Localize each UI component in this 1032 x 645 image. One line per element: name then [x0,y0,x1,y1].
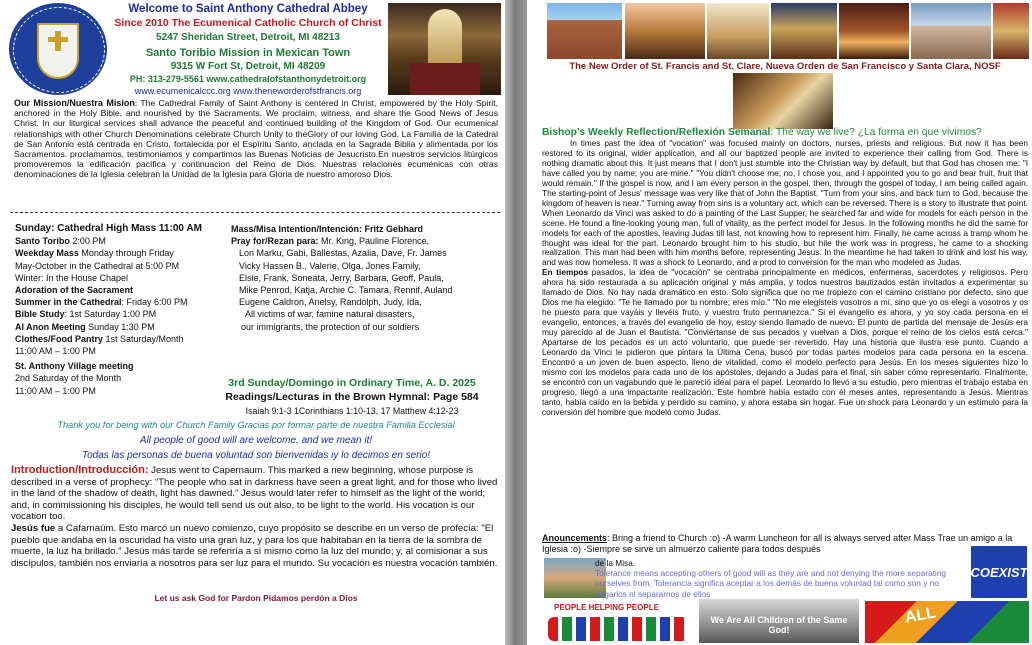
mission-name: Santo Toribio Mission in Mexican Town [145,47,351,59]
pray-names-line: Lon Marku, Gabi, Ballestas, Azalia, Dave, Fr. James [239,248,447,259]
pray-names-line: Mike Penrod, Katja, Archie C. Tamara, Rennif, Auland [239,285,453,296]
mission-statement [14,98,498,180]
coexist-logo: COEXIST [971,546,1027,598]
church-exterior-photo [547,3,622,59]
cathedral-address: 5247 Sheridan Street, Detroit, MI 48213 [156,32,340,43]
left-bulletin-page [0,0,505,645]
introduction-es-label: Jesús fue [11,522,56,534]
introduction-english: Jesus went to Capernaum. This marked a new beginning, whose purpose is described in a verse of prophecy: “The people who sat in darkness have seen a great light, and for those who lived in the land of the shadow of death, light has dawned.” Jesus would later refer to himself as the light of the world; and, in commissioning his disciples, he would tell send us out also, to be light to the world. His vocation is our vocation too. [11,465,498,523]
bishop-reflection-heading: Bishop’s Weekly Reflection/Reflexión Semanal: The way we live? ¿La forma en que vivimos? [542,127,982,138]
announcements [542,533,1028,555]
pray-names-line: Eugene Caldron, Anelsy, Randolph, Judy, Ida, [239,297,422,308]
cathedral-interior-photo [388,3,501,95]
children-of-god-banner [699,599,859,643]
congregation-photo [911,3,991,59]
pray-names-line: All victims of war, famine natural disasters, [245,309,415,320]
toribio-mass: Santo Toribo 2:00 PM [15,236,106,247]
thank-you-line: Thank you for being with our Church Family Gracias por formar parte de nuestra Familia Ecclesial [57,420,455,430]
summer-adoration: Summer in the Cathedral: Friday 6:00 PM [15,297,188,308]
mission-label: Our Mission/Nuestra Mision [14,98,135,108]
reflection-english: In times past the idea of "vocation" was focused mainly on doctors, nurses, priests and religious. But now it has been restored to its original, wider application, and all our baptized people are invited to experience their calling from God. There is nothing dramatic about this. It just means that I don't just stumble into the Christian way by default, but that God has chosen me: "I have called you by name; you are mine." "You didn't choose me; no, I chose you, and I appointed you to go and bear fruit, fruit that would remain." If the gospel is now, and I am every person in the gospel, then, through the gospel of today, I am being called again. The starting-point of Jesus' message was very like that of John the Baptist. "Turn from your sins, and back turn to God, because the kingdom of heaven is near." Turning away from sins is a voluntary act, which can be reversed. There is a story to illustrate that point. When Leonardo da Vinci was asked to do a painting of the Last Supper, he searched far and wide for models for each person in the scene. He found a fine-looking young man, full of vitality, as the perfect model for Jesus. In the following months he did the same for models for each of the apostles, leaving Judas till last, not knowing how to represent him. Finally, he came across a tramp whom he thought was ideal for the part. Leonardo brought him to his studio, but hile the work was in progress, he came to a shocking realization. This man had been with him months before, representing Jesus. In the meantime he had taken to drink and lost his way, and was now homeless. It was a shock to Leonardo, and a prod to conversion for the man who modeled as Judas. [542,138,1028,268]
announcements-text: : Bring a friend to Church :o) -A warm Luncheon for all is always served after Mass Trae un amigo a la Iglesia :o) -Siempre se sirve un almuerzo caliente para todos después [542,533,1013,554]
all-banner-text: ALL [903,604,938,627]
village-hours: 11:00 AM – 1:00 PM [15,385,96,396]
mass-intention: Mass/Misa Intention/Intención: Fritz Gebhard [231,224,424,234]
tolerance-text: Tolerance means accepting others of good will as they are and not denying the more separating ourselves from. Tolerancia significa aceptar a los demás de buena voluntad tal como son y no negarlos ni separarnos de ellos [595,568,946,599]
pray-names-line: Elsie, Frank, Soneata, Jerry, Barbara, Geoff, Paula, [239,272,444,283]
people-helping-banner [544,601,694,643]
village-meeting: St. Anthony Village meeting [15,361,134,372]
seal-shield [37,23,79,79]
sunday-mass: Sunday: Cathedral High Mass 11:00 AM [15,223,202,234]
section-divider [10,212,500,213]
reflection-spanish: pasados, la idea de "vocación" se centraba principalmente en médicos, enfermeras, sacerdotes y religiosos. Pero ahora ha sido restaurada a su aplicación original y más amplia, y todos nuestros bautizados están invitados a experimentar su llamado de Dios. No hay nada dramático en esto. Solo significa que no me tropiezo con el camino cristiano por defecto, sino que Dios me ha elegido: "Te he llamado por tu nombre; eres mío." "No me elegisteis vosotros a mí, sino que yo os elegí a vosotros y os he puesto para que vayáis y llevéis fruto, y vuestro fruto permanezca." Si el evangelio es ahora, y yo soy cada persona en el evangelio, entonces, a través del evangelio de hoy, estoy siendo llamado de nuevo. El punto de partida del mensaje de Jesús era muy parecido al de Juan el Bautista. "Conviértanse de sus pecados y vuelvan a Dios, porque el reino de los cielos está cerca." Apartarse de los pecados es un acto voluntario, que puede ser revertido. Hay una historia que ilustra ese punto. Cuando a Leonardo da Vinci le pidieron que pintara la Última Cena, buscó por todas partes modelos para cada persona en la escena. Encontró a un joven de buen aspecto, lleno de vitalidad, como el modelo perfecto para Jesús. En los meses siguientes hizo lo mismo con los modelos para cada uno de los apóstoles, dejando a Judas para el final, sin saber cómo representarlo. Finalmente, se encontró con un vagabundo que le pareció ideal para el papel. Leonardo lo llevó a su estudio, pero mientras el trabajo estaba en progreso, llegó a una impactante realización. Este hombre había estado con él meses antes, representando a Jesús. Mientras tanto, había caído en la bebida y perdido su camino, y ahora estaba sin hogar. Fue un shock para Leonardo y un estímulo para la conversión del hombre que modeló como Judas. [542,267,1029,417]
page-gutter [505,0,527,645]
announcements-label: Anouncements [542,533,608,543]
liturgical-date: 3rd Sunday/Domingo in Ordinary Time, A. D. 2025 [228,377,476,389]
tolerance-note [595,558,955,599]
welcome-spanish: Todas las personas de buena voluntad son bienvenidas iy lo decimos en serio! [81,450,431,461]
pantry-hours: 11:00 AM – 1:00 PM [15,346,96,357]
scripture-references: Isaiah 9:1-3 1Corinthians 1:10-13, 17 Matthew 4:12-23 [245,406,459,416]
prayer-list [231,223,501,333]
mission-text: : The Cathedral Family of Saint Anthony is centered in Christ, empowered by the Holy Spirit, anchored in the Holy Bible, and nourished by the Sacraments. We proclaim, witness, and share the Good News of Jesus Christ. In our liturgical services shall advance the peaceful and continued building of the Kingdom of God. Our ecumenical relationships with other Church Denominations celebrate Church Unity to theGlory of our loving God. La Familia de la Catedral de San Antonio está centrada en Cristo, fortalecida por el Espíritu Santo, anclada en la Sagrada Biblia y alimentada por los Sacramentos. proclamamos, testimoniamos y compartimos las Buenas Noticias de Jesucristo.En nuestros servicios litúrgicos promoveremos la edificación pacífica y continuacion del Reino de Dios. Nuestras relaciones ecuménicas con otras denominaciones de la Iglesia celebran la Unidad de la Iglesia para Gloria de nuestro amoroso Dios. [14,98,498,180]
alanon-meeting: Al Anon Meeting Sunday 1:30 PM [15,321,155,332]
church-interior-photo [771,3,837,59]
bishop-photo [993,3,1029,59]
all-welcome-banner [865,601,1029,643]
service-schedule [15,223,225,397]
weekday-note: May-October in the Cathedral at 5:00 PM [15,260,180,271]
bulletin-title: Welcome to Saint Anthony Cathedral Abbey [128,3,368,15]
readings-page: Readings/Lecturas in the Brown Hymnal: Page 584 [225,391,479,403]
seal-cross-bar [48,37,68,42]
people-helping-text: PEOPLE HELPING PEOPLE [554,603,659,612]
welcome-english: All people of good will are welcome, and we mean it! [139,435,373,446]
altar-photo [839,3,909,59]
introduction-section [11,465,499,569]
village-time: 2nd Saturday of the Month [15,373,122,384]
mission-address: 9315 W Fort St, Detroit, MI 48209 [170,61,326,72]
pray-for-line: Pray for/Rezan para: Mr. King, Pauline Florence, [231,236,430,247]
new-order-title: The New Order of St. Francis and St. Clare, Nueva Orden de San Francisco y Santa Clara, NOSF [569,61,1001,72]
bishop-reflection-text [542,139,1028,418]
winter-note: Winter: In the House Chapel [15,272,129,283]
website-links[interactable]: www.ecumenicalccc.org www.theneworderofstfrancis.org [134,86,362,96]
church-seal-logo [9,3,107,95]
aisle-carpet [410,63,480,95]
saint-clare-photo [707,3,769,59]
introduction-spanish: a Cafarnaúm. Esto marcó un nuevo comienzo, cuyo propósito se describe en un verso de profecía: "El pueblo que andaba en la oscuridad ha visto una gran luz, y para los que habitaban en la tierra de la sombra de muerte, la luz ha brillado." Jesús más tarde se referiría a sí mismo como la luz del mundo; y, al comisionar a sus discípulos, también nos enviaría a nosotros para ser luz para el mundo. Su vocación es nuestra vocación también. [11,522,498,569]
adoration-label: Adoration of the Sacrament [15,285,134,296]
saint-francis-photo [625,3,705,59]
pardon-line: Let us ask God for Pardon Pidamos perdón a Dios [154,593,358,603]
pray-names-line: Vicky Hassen B., Valerie, Olga, Jones Family, [239,260,421,271]
food-pantry: Clothes/Food Pantry 1st Saturday/Month [15,333,184,344]
bible-study: Bible Study: 1st Saturday 1:00 PM [15,309,157,320]
pray-names-line: our immigrants, the protection of our soldiers [241,321,420,332]
children-of-god-text: We Are All Children of the Same God! [710,615,848,635]
right-bulletin-page [527,0,1032,645]
introduction-heading: Introduction/Introducción: [11,464,149,476]
last-supper-painting [733,73,833,129]
weekday-mass: Weekday Mass Monday through Friday [15,248,174,259]
bulletin-subtitle: Since 2010 The Ecumenical Catholic Church of Christ [114,17,382,29]
contact-line[interactable]: PH: 313-279-5561 www.cathedralofstanthonydetroit.org [129,74,367,84]
people-figures [548,617,688,641]
reflection-es-label: En tiempos [542,267,589,278]
announcements-tail: de la Misa. [595,558,636,568]
